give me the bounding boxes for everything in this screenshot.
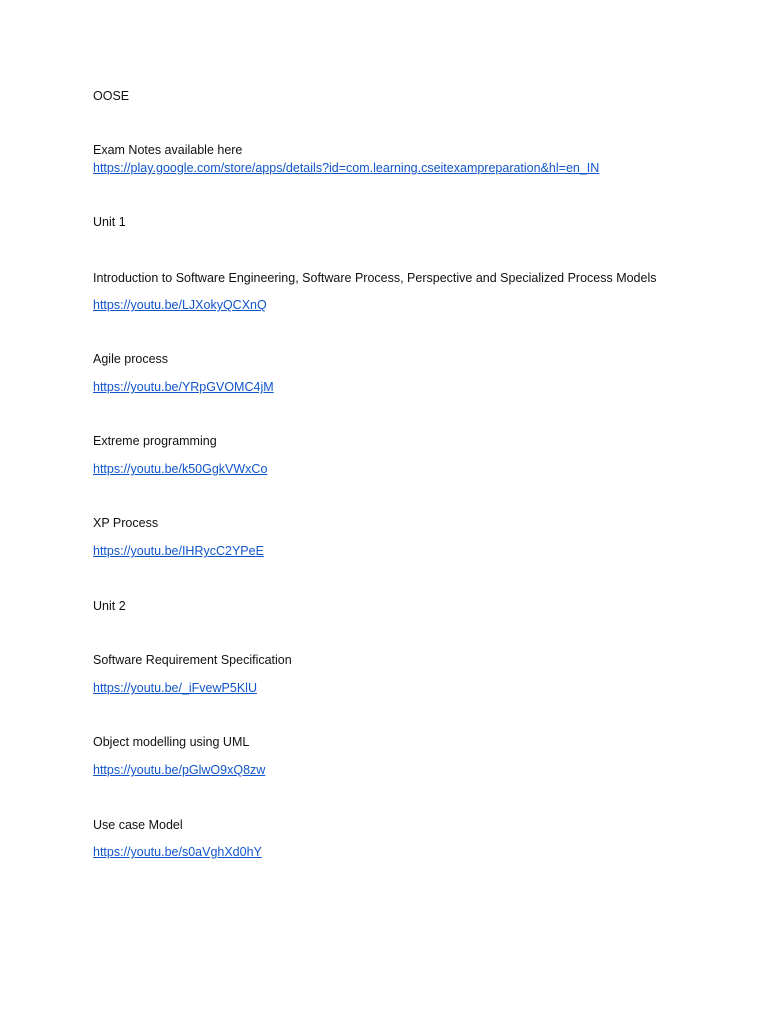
unit-2-topic-2-link[interactable]: https://youtu.be/pGlwO9xQ8zw xyxy=(93,763,266,777)
document-title: OOSE xyxy=(93,89,130,103)
unit-2-topic-3-title: Use case Model xyxy=(93,818,183,832)
unit-1-topic-1-title: Introduction to Software Engineering, Software Process, Perspective and Specialized Process Models xyxy=(93,271,657,285)
unit-2-topic-1-title: Software Requirement Specification xyxy=(93,653,292,667)
unit-1-topic-2-title: Agile process xyxy=(93,352,169,366)
unit-1-topic-3-link[interactable]: https://youtu.be/k50GgkVWxCo xyxy=(93,462,268,476)
unit-1-topic-4-link[interactable]: https://youtu.be/IHRycC2YPeE xyxy=(93,544,264,558)
unit-1-topic-1-link[interactable]: https://youtu.be/LJXokyQCXnQ xyxy=(93,298,267,312)
unit-1-topic-3-title: Extreme programming xyxy=(93,434,217,448)
unit-2-topic-2-title: Object modelling using UML xyxy=(93,735,250,749)
unit-1-topic-4-title: XP Process xyxy=(93,516,159,530)
unit-2-topic-1-link[interactable]: https://youtu.be/_iFvewP5KlU xyxy=(93,681,257,695)
unit-1-heading: Unit 1 xyxy=(93,215,126,229)
exam-notes-label: Exam Notes available here xyxy=(93,143,243,157)
exam-notes-link[interactable]: https://play.google.com/store/apps/details?id=com.learning.cseitexampreparation&hl=en_IN xyxy=(93,161,600,175)
unit-2-heading: Unit 2 xyxy=(93,599,126,613)
unit-1-topic-2-link[interactable]: https://youtu.be/YRpGVOMC4jM xyxy=(93,380,274,394)
unit-2-topic-3-link[interactable]: https://youtu.be/s0aVghXd0hY xyxy=(93,845,262,859)
